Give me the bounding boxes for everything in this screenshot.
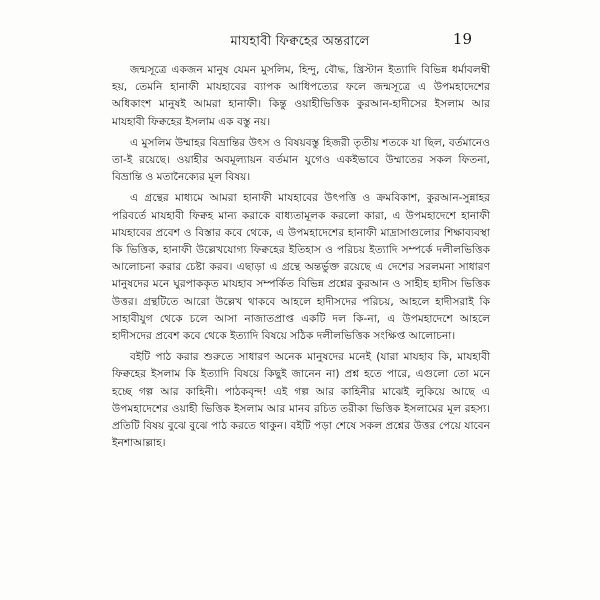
body-text [112, 62, 490, 456]
running-title: মাযহাবী ফিক্বহের অন্তরালে [230, 34, 370, 49]
paragraph-1: জন্মসূত্রে একজন মানুষ যেমন মুসলিম, হিন্দু, বৌদ্ধ, খ্রিস্টান ইত্যাদি বিভিন্ন ধর্মাবলম্বী হয়, তেমনি হানাফী মাযহাবের ব্যাপক আধিপত্যের ফলে জন্মসূত্রে এ উপমহাদেশের অধিকাংশ মানুষই আমরা হানাফী। কিন্তু ওয়াহীভিত্তিক কুরআন-হাদীসের ইসলাম আর মাযহাবী ফিক্বহের ইসলাম এক বস্তু নয়। [112, 64, 490, 128]
paragraph-4: বইটি পাঠ করার শুরুতে সাধারণ অনেক মানুষদের মনেই (যারা মাযহাব কি, মাযহাবী ফিক্বহের ইসলাম কি ইত্যাদি বিষয়ে কিছুই জানেন না) প্রশ্ন হতে পারে, এগুলো তো মনে হচ্ছে গল্প আর কাহিনী। পাঠকবৃন্দ! এই গল্প আর কাহিনীর মাঝেই লুকিয়ে আছে এ উপমহাদেশের ওয়াহী ভিত্তিক ইসলাম আর মানব রচিত তরীকা ভিত্তিক ইসলামের মূল রহস্য। প্রতিটি বিষয় বুঝে বুঝে পাঠ করতে থাকুন। বইটি পড়া শেষে সকল প্রশ্নের উত্তর পেয়ে যাবেন ইনশাআল্লাহ। [112, 351, 490, 450]
page-header [0, 30, 600, 54]
paragraph-3: এ গ্রন্থের মাধ্যমে আমরা হানাফী মাযহাবের উৎপত্তি ও ক্রমবিকাশ, কুরআন-সুন্নাহর পরিবর্তে মাযহাবী ফিক্বহ মান্য করাকে বাধ্যতামূলক করলো কারা, এ উপমহাদেশে হানাফী মাযহাবের প্রবেশ ও বিস্তার কবে থেকে, এ উপমহাদেশের হানাফী মাদ্রাসাগুলোর শিক্ষাব্যবস্থা কি ভিত্তিক, হানাফী উল্লেখযোগ্য ফিক্বহের ইতিহাস ও পরিচয় ইত্যাদি সম্পর্কে দলীলভিত্তিক আলোচনা করার চেষ্টা করব। এছাড়া এ গ্রন্থে অন্তর্ভুক্ত রয়েছে এ দেশের সরলমনা সাধারণ মানুষদের মনে ঘুরপাককৃত মাযহাব সম্পর্কিত বিভিন্ন প্রশ্নের কুরআন ও সাহীহ হাদীস ভিত্তিক উত্তর। গ্রন্থটিতে আরো উল্লেখ থাকবে আহলে হাদীসদের পরিচয়, আহলে হাদীসরাই কি সাহাবীযুগ থেকে চলে আসা নাজাতপ্রাপ্ত একটি দল কি-না, এ উপমহাদেশে আহলে হাদীসদের প্রবেশ কবে থেকে ইত্যাদি বিষয়ে সঠিক দলীলভিত্তিক সংক্ষিপ্ত আলোচনা। [112, 192, 490, 343]
paragraph-2: এ মুসলিম উম্মাহর বিভ্রান্তির উৎস ও বিষয়বস্তু হিজরী তৃতীয় শতকে যা ছিল, বর্তমানেও তা-ই রয়েছে। ওয়াহীর অবমূল্যায়ন বর্তমান যুগেও একইভাবে উম্মাতের সকল ফিতনা, বিভ্রান্তি ও মতানৈক্যের মূল বিষয়। [112, 136, 490, 184]
page-number: 19 [452, 30, 472, 48]
